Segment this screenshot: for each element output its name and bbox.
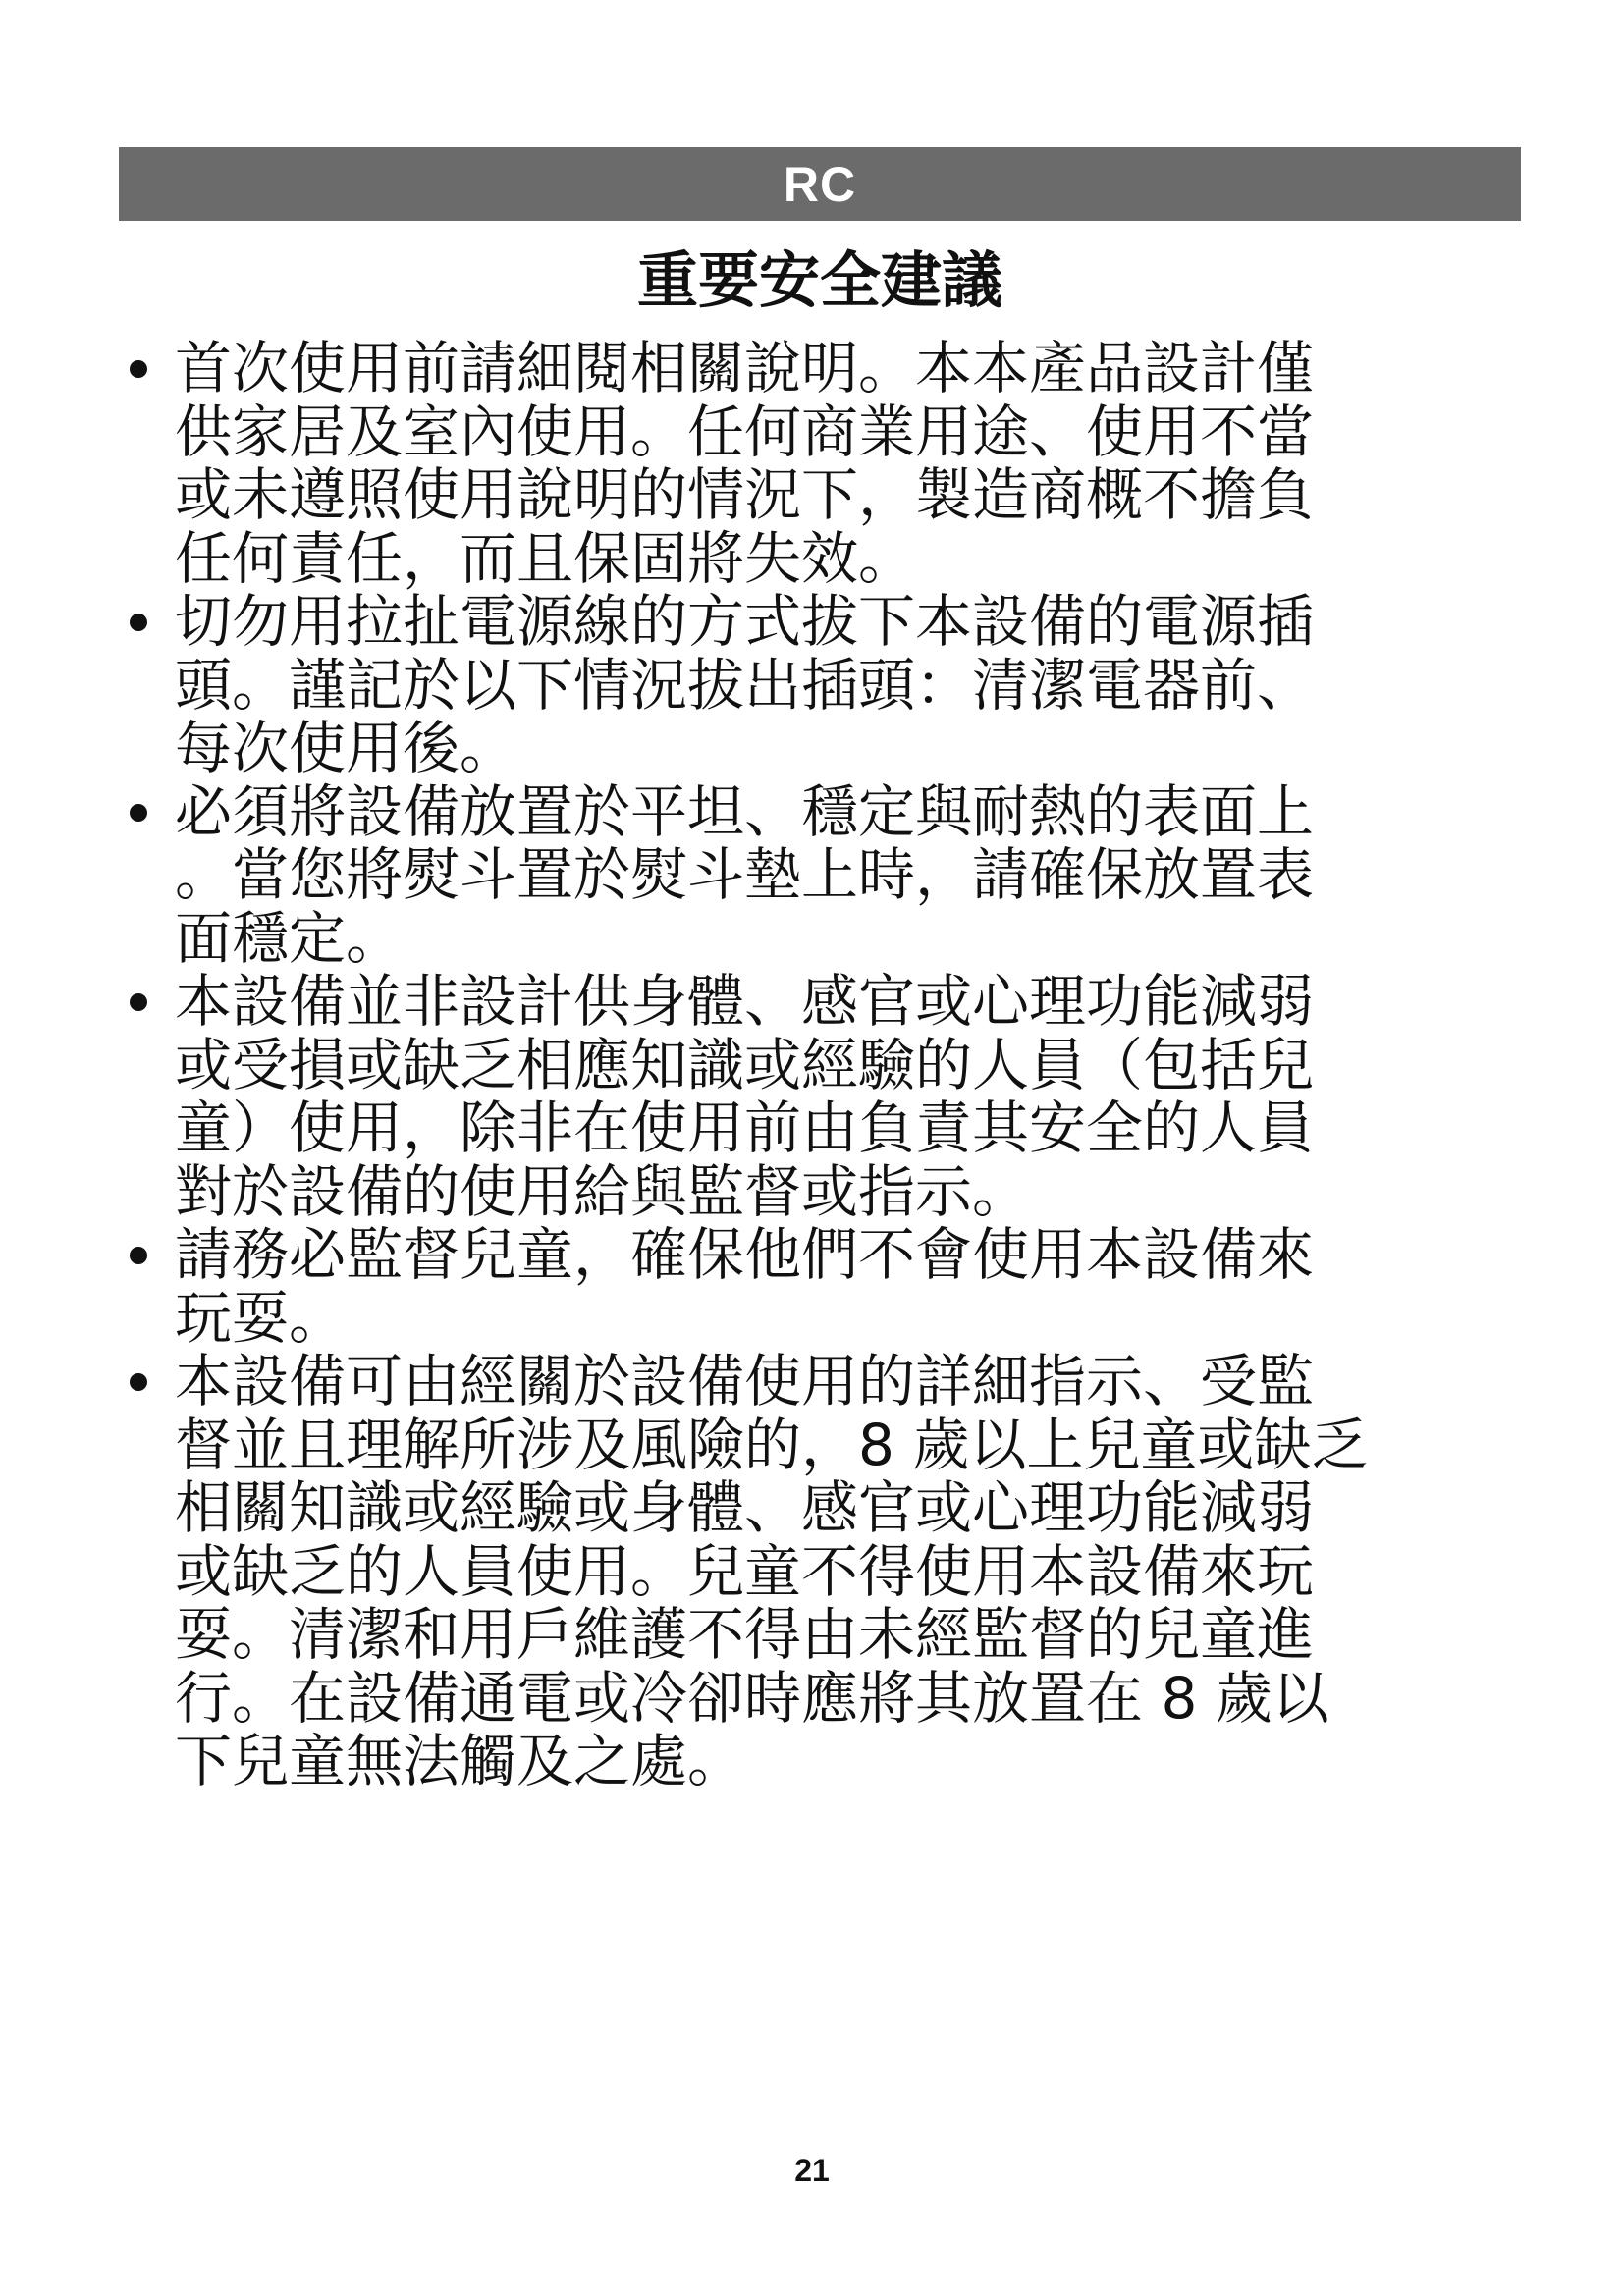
instruction-line: 玩耍。	[175, 1284, 347, 1352]
page-title: 重要安全建議	[636, 244, 1002, 316]
language-code-bar	[119, 147, 1521, 221]
instruction-line: 督並且理解所涉及風險的，8 歲以上兒童或缺乏	[175, 1411, 1369, 1478]
instruction-line: 行。在設備通電或冷卻時應將其放置在 8 歲以	[175, 1664, 1329, 1732]
instruction-line: 首次使用前請細閱相關說明。本本產品設計僅	[175, 335, 1315, 401]
instruction-line: 供家居及室內使用。任何商業用途、使用不當	[175, 398, 1315, 465]
safety-instruction-item	[119, 1223, 1513, 1350]
bullet-icon	[130, 993, 147, 1011]
bullet-icon	[130, 1247, 147, 1264]
instruction-line: 耍。清潔和用戶維護不得由未經監督的兒童進	[175, 1601, 1315, 1668]
bullet-icon	[130, 804, 147, 822]
instruction-line: 任何責任，而且保固將失效。	[175, 524, 916, 592]
safety-instruction-item	[119, 590, 1513, 780]
instruction-line: 或缺乏的人員使用。兒童不得使用本設備來玩	[175, 1537, 1315, 1605]
bullet-icon	[130, 1373, 147, 1391]
instruction-line: 童）使用，除非在使用前由負責其安全的人員	[175, 1095, 1315, 1161]
bullet-icon	[130, 360, 147, 378]
instruction-line: 。當您將熨斗置於熨斗墊上時，請確保放置表	[175, 841, 1315, 908]
instruction-line: 本設備並非設計供身體、感官或心理功能減弱	[175, 968, 1315, 1035]
instruction-line: 頭。謹記於以下情況拔出插頭：清潔電器前、	[175, 651, 1315, 719]
instruction-line: 請務必監督兒童，確保他們不會使用本設備來	[175, 1221, 1315, 1288]
instruction-line: 對於設備的使用給與監督或指示。	[175, 1157, 1030, 1225]
safety-instruction-item	[119, 1350, 1513, 1793]
instruction-line: 本設備可由經關於設備使用的詳細指示、受監	[175, 1348, 1315, 1415]
instruction-line: 下兒童無法觸及之處。	[175, 1728, 745, 1794]
safety-instruction-item	[119, 777, 1513, 972]
safety-instruction-item	[119, 970, 1513, 1223]
instruction-line: 或受損或缺乏相應知識或經驗的人員（包括兒	[175, 1031, 1315, 1098]
instruction-line: 面穩定。	[175, 904, 404, 972]
language-code-label: RC	[783, 156, 857, 212]
bullet-icon	[130, 614, 147, 631]
page-number: 21	[794, 2153, 830, 2188]
instruction-line: 切勿用拉扯電源線的方式拔下本設備的電源插	[175, 588, 1315, 655]
safety-instruction-item	[119, 337, 1513, 590]
instruction-line: 必須將設備放置於平坦、穩定與耐熱的表面上	[175, 777, 1315, 845]
instruction-line: 或未遵照使用說明的情況下，製造商概不擔負	[175, 461, 1315, 528]
safety-instructions-list	[119, 337, 1513, 1793]
instruction-line: 每次使用後。	[175, 715, 517, 781]
instruction-line: 相關知識或經驗或身體、感官或心理功能減弱	[175, 1474, 1315, 1541]
